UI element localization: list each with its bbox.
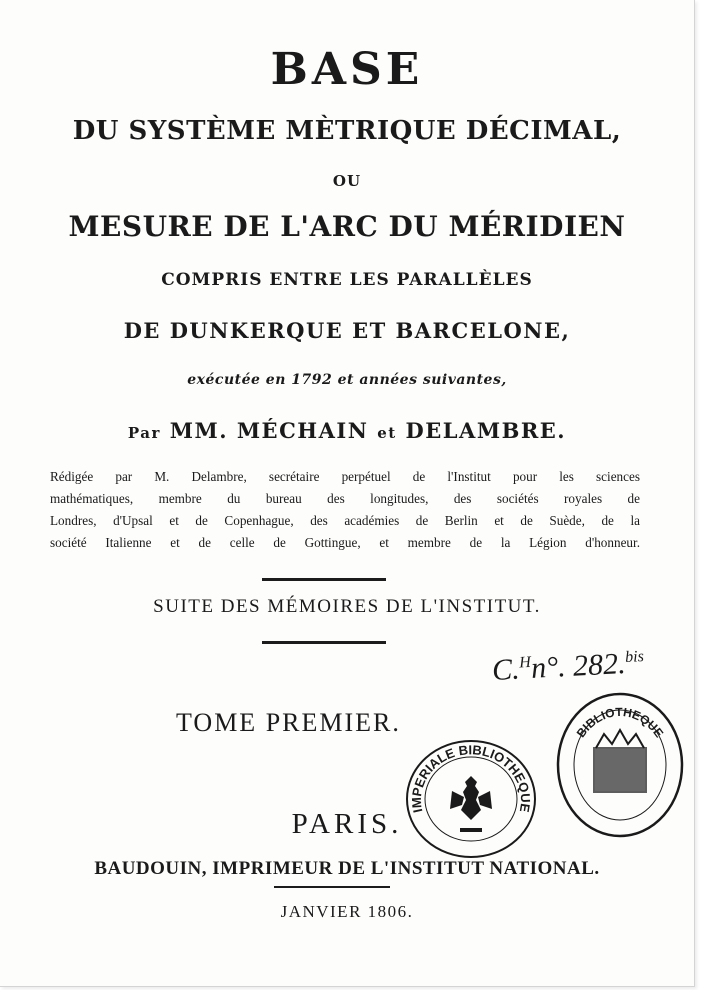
- redaction-line: Londres, d'Upsal et de Copenhague, des académies de Berlin et de Suède, de la: [50, 513, 640, 528]
- title-executee: exécutée en 1792 et années suivantes,: [187, 372, 507, 388]
- imperial-library-stamp: [402, 736, 540, 862]
- crown-emblem-icon: [594, 730, 646, 792]
- redaction-paragraph: [50, 466, 640, 554]
- shelfmark-prefix: C.: [491, 652, 521, 687]
- shelfmark-bis: bis: [624, 648, 645, 666]
- stamp-right-text: BIBLIOTHEQUE: [573, 704, 667, 741]
- redaction-line: mathématiques, membre du bureau des longitudes, des sociétés royales de: [50, 491, 640, 506]
- publication-date: JANVIER 1806.: [280, 902, 414, 921]
- authors-par: Par: [127, 424, 161, 442]
- suite-memoires: SUITE DES MÉMOIRES DE L'INSTITUT.: [153, 596, 541, 617]
- publication-place: PARIS.: [291, 808, 403, 840]
- title-line-compris: COMPRIS ENTRE LES PARALLÈLES: [161, 270, 533, 290]
- divider-rule: [262, 641, 386, 644]
- shelfmark-sup: H: [518, 653, 532, 672]
- authors-et: et: [377, 424, 397, 442]
- authors-end: DELAMBRE.: [405, 418, 567, 443]
- divider-rule: [262, 578, 386, 581]
- tome-premier: TOME PREMIER.: [176, 708, 401, 737]
- redaction-line: société Italienne et de celle de Gottingue, et membre de la Légion d'honneur.: [50, 535, 640, 550]
- printer-line: BAUDOUIN, IMPRIMEUR DE L'INSTITUT NATIONAL.: [94, 858, 600, 879]
- svg-text:BIBLIOTHEQUE: [574, 705, 667, 740]
- redaction-line: Rédigée par M. Delambre, secrétaire perpétuel de l'Institut pour les sciences: [50, 469, 640, 484]
- title-line-dunkerque: DE DUNKERQUE ET BARCELONE,: [123, 318, 571, 343]
- authors-main: MM. MÉCHAIN: [169, 418, 369, 443]
- authors-line: [0, 418, 694, 443]
- handwritten-shelfmark: [491, 646, 645, 688]
- shelfmark-number: n°. 282.: [530, 647, 627, 685]
- title-line-mesure: MESURE DE L'ARC DU MÉRIDIEN: [68, 210, 626, 243]
- divider-rule: [274, 886, 390, 888]
- stamp-left-text: IMPERIALE BIBLIOTHEQUE: [408, 742, 534, 815]
- title-base: BASE: [270, 44, 424, 95]
- title-line-systeme: DU SYSTÈME MÈTRIQUE DÉCIMAL,: [72, 116, 622, 146]
- title-ou: OU: [332, 172, 362, 190]
